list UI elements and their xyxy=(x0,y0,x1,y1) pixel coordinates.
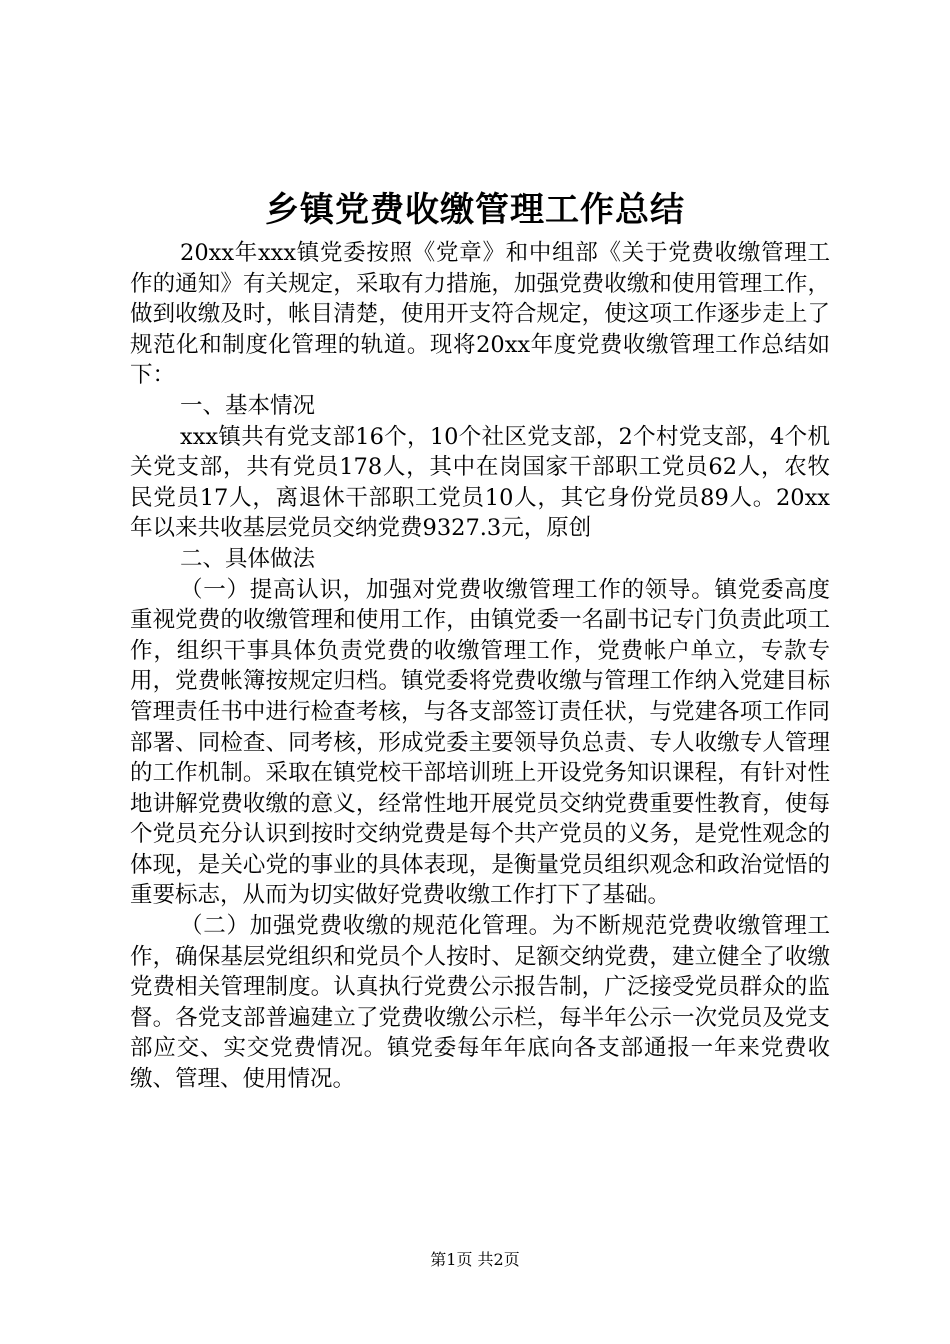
page-footer: 第1页 共2页 xyxy=(430,1250,520,1269)
section-heading-specific-measures: 二、具体做法 xyxy=(180,545,316,572)
paragraph-intro: 20xx年xxx镇党委按照《党章》和中组部《关于党费收缴管理工作的通知》有关规定，采取有力措施，加强党费收缴和使用管理工作，做到收缴及时，帐目清楚，使用开支符合规定，使这项工作逐步走上了规范化和制度化管理的轨道。现将20xx年度党费收缴管理工作总结如下： xyxy=(130,240,830,389)
paragraph-basic-situation: xxx镇共有党支部16个，10个社区党支部，2个村党支部，4个机关党支部，共有党员178人，其中在岗国家干部职工党员62人，农牧民党员17人，离退休干部职工党员10人，其它身份党员89人。20xx年以来共收基层党员交纳党费9327.3元，原创 xyxy=(130,423,830,542)
paragraph-measure-1: （一）提高认识，加强对党费收缴管理工作的领导。镇党委高度重视党费的收缴管理和使用工作，由镇党委一名副书记专门负责此项工作，组织干事具体负责党费的收缴管理工作，党费帐户单立，专款专用，党费帐簿按规定归档。镇党委将党费收缴与管理工作纳入党建目标管理责任书中进行检查考核，与各支部签订责任状，与党建各项工作同部署、同检查、同考核，形成党委主要领导负总责、专人收缴专人管理的工作机制。采取在镇党校干部培训班上开设党务知识课程，有针对性地讲解党费收缴的意义，经常性地开展党员交纳党费重要性教育，使每个党员充分认识到按时交纳党费是每个共产党员的义务，是党性观念的体现，是关心党的事业的具体表现，是衡量党员组织观念和政治觉悟的重要标志，从而为切实做好党费收缴工作打下了基础。 xyxy=(130,576,830,909)
section-heading-basic-situation: 一、基本情况 xyxy=(180,392,316,419)
document-body xyxy=(130,238,830,1095)
document-title: 乡镇党费收缴管理工作总结 xyxy=(265,190,685,230)
paragraph-measure-2: （二）加强党费收缴的规范化管理。为不断规范党费收缴管理工作，确保基层党组织和党员个人按时、足额交纳党费，建立健全了收缴党费相关管理制度。认真执行党费公示报告制，广泛接受党员群众的监督。各党支部普遍建立了党费收缴公示栏，每半年公示一次党员及党支部应交、实交党费情况。镇党委每年年底向各支部通报一年来党费收缴、管理、使用情况。 xyxy=(130,913,830,1093)
